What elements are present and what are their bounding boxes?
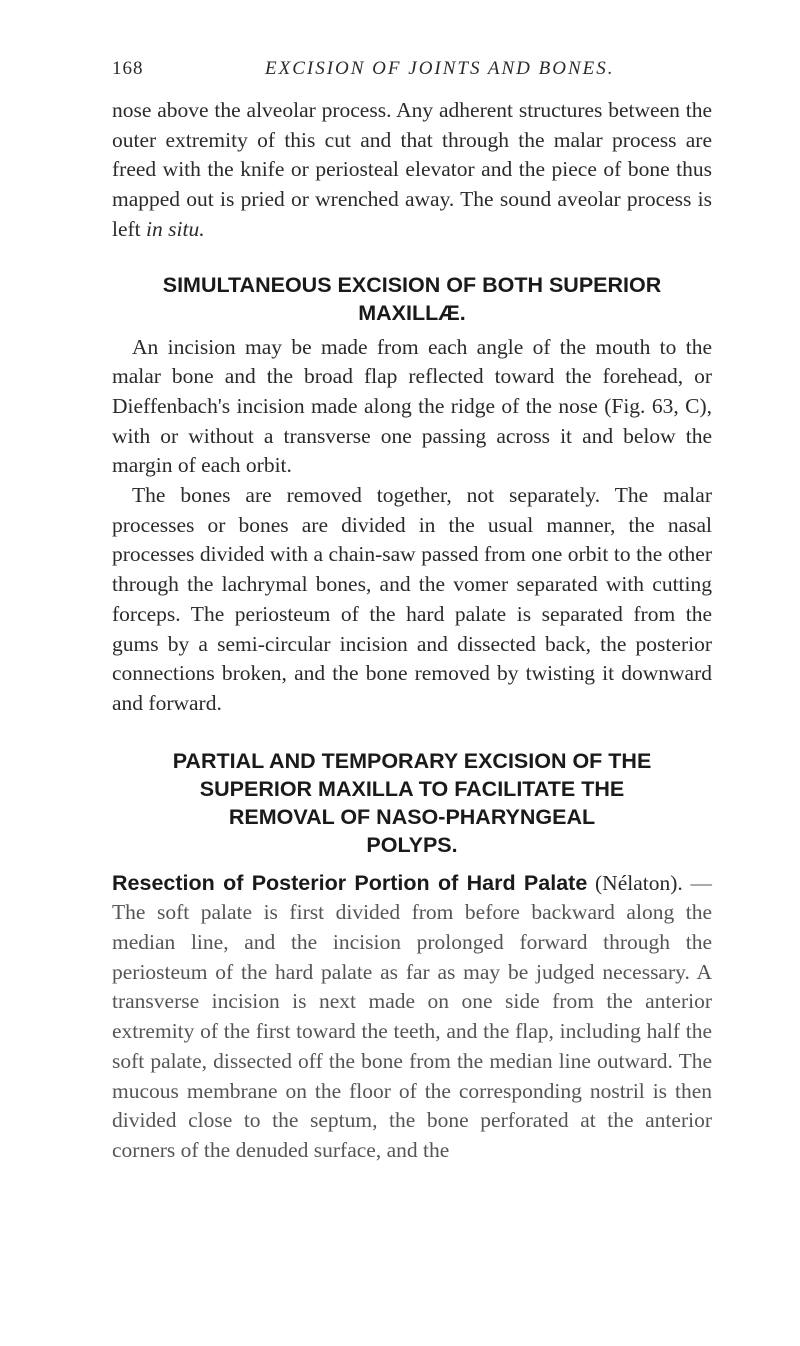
heading-line: MAXILLÆ. bbox=[358, 300, 466, 325]
running-head bbox=[112, 58, 712, 96]
intro-text: nose above the alveolar process. Any adherent structures between the outer extremity of this cut and that through the malar process are freed with the knife or periosteal elevator and the piece of bone thus mapped out is pried or wrenched away. The sound aveolar process is left bbox=[112, 98, 712, 241]
section1-paragraph-1: An incision may be made from each angle of the mouth to the malar bone and the broad flap reflected toward the forehead, or Dieffenbach's incision made along the ridge of the nose (Fig. 63, C), with or without a transverse one passing across it and below the margin of each orbit. bbox=[112, 334, 712, 478]
running-head-title: EXCISION OF JOINTS AND BONES. bbox=[265, 58, 615, 79]
page-number: 168 bbox=[112, 58, 144, 79]
subheading-attribution: (Nélaton). bbox=[595, 870, 683, 895]
heading-line: SUPERIOR MAXILLA TO FACILITATE THE bbox=[199, 776, 625, 801]
section-heading-simultaneous-excision bbox=[112, 271, 712, 327]
intro-italic-text: in situ. bbox=[146, 216, 205, 241]
subheading-resection: Resection of Posterior Portion of Hard Palate bbox=[112, 870, 588, 895]
heading-line: POLYPS. bbox=[366, 832, 458, 857]
intro-paragraph bbox=[112, 96, 712, 245]
section1-paragraph-2: The bones are removed together, not separately. The malar processes or bones are divided in the usual manner, the nasal processes divided with a chain-saw passed from one orbit to the other through the lachrymal bones, and the vomer separated with cutting forceps. The periosteum of the hard palate is separated from the gums by a semi-circular incision and dissected back, the posterior connections broken, and the bone removed by twisting it downward and forward. bbox=[112, 483, 712, 715]
section-heading-partial-excision bbox=[112, 747, 712, 859]
section2-paragraph bbox=[112, 869, 712, 1166]
heading-line: PARTIAL AND TEMPORARY EXCISION OF THE bbox=[172, 748, 652, 773]
heading-line: REMOVAL OF NASO-PHARYNGEAL bbox=[228, 804, 596, 829]
book-page bbox=[112, 58, 712, 1166]
heading-line: SIMULTANEOUS EXCISION OF BOTH SUPERIOR bbox=[162, 272, 662, 297]
section2-body-text: —The soft palate is first divided from before backward along the median line, and the incision prolonged forward through the periosteum of the hard palate as far as may be judged necessary. A transverse incision is next made on one side from the anterior extremity of the first toward the teeth, and the flap, including half the soft palate, dissected off the bone from the median line outward. The mucous membrane on the floor of the corresponding nostril is then divided close to the septum, the bone perforated at the anterior corners of the denuded surface, and the bbox=[112, 870, 713, 1162]
